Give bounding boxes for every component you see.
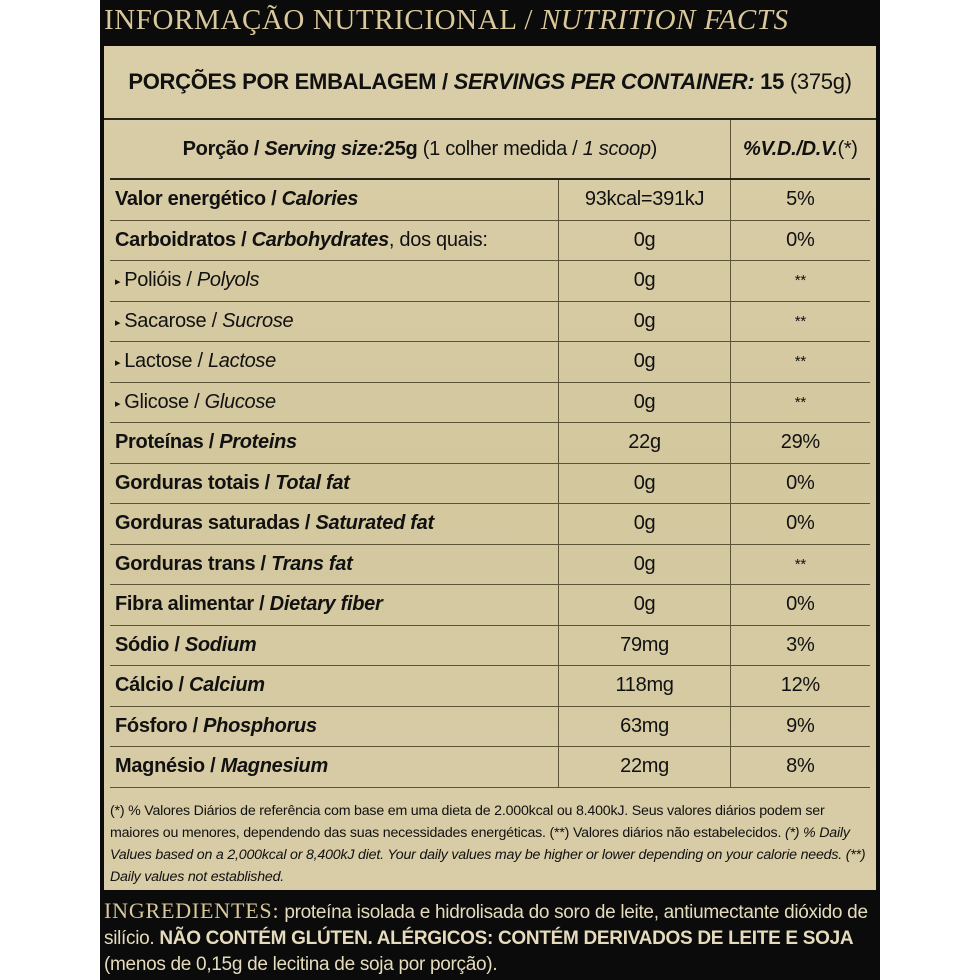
serving-desc-pt: (1 colher medida / xyxy=(422,137,578,160)
nutrient-daily-value: 0% xyxy=(730,463,870,504)
nutrient-name-en: Trans fat xyxy=(271,552,353,575)
nutrient-quantity: 0g xyxy=(559,342,730,383)
nutrient-name-pt: Gorduras trans xyxy=(115,552,256,575)
nutrient-name-pt: Fibra alimentar xyxy=(115,593,254,616)
nutrient-quantity: 0g xyxy=(559,382,730,423)
nutrient-quantity: 118mg xyxy=(559,666,730,707)
nutrient-quantity: 0g xyxy=(559,544,730,585)
nutrient-name-cell: Sódio / Sodium xyxy=(110,625,559,666)
nutrient-quantity: 63mg xyxy=(559,706,730,747)
nutrition-title xyxy=(104,2,880,38)
nutrient-daily-value: ** xyxy=(730,544,870,585)
dv-header: %V.D./D.V. xyxy=(742,137,838,160)
nutrient-name-en: Glucose xyxy=(204,390,276,413)
nutrient-name-cell: ▸ Glicose / Glucose xyxy=(110,382,559,423)
nutrient-daily-value: 12% xyxy=(730,666,870,707)
nutrient-rows xyxy=(110,179,870,787)
servings-per-container xyxy=(104,46,876,120)
sub-item-arrow-icon: ▸ xyxy=(115,357,121,370)
nutrient-name-en: Total fat xyxy=(275,471,350,494)
nutrient-name-en: Calcium xyxy=(189,674,265,697)
nutrient-quantity: 22g xyxy=(559,423,730,464)
serving-label-en: Serving size: xyxy=(264,137,384,160)
nutrient-quantity: 22mg xyxy=(559,747,730,788)
nutrient-name-en: Lactose xyxy=(207,350,276,373)
nutrient-daily-value: 5% xyxy=(730,179,870,220)
servings-count: 15 xyxy=(760,69,785,94)
table-row xyxy=(110,747,870,788)
nutrient-name-pt: Carboidratos xyxy=(115,228,236,251)
nutrient-daily-value: ** xyxy=(730,301,870,342)
allergen-note: (menos de 0,15g de lecitina de soja por porção). xyxy=(104,954,498,975)
table-row xyxy=(110,261,870,302)
table-row xyxy=(110,585,870,626)
nutrient-name-en: Dietary fiber xyxy=(269,593,383,616)
nutrient-quantity: 0g xyxy=(559,220,730,261)
table-row xyxy=(110,220,870,261)
table-row xyxy=(110,423,870,464)
nutrient-name-cell: Fósforo / Phosphorus xyxy=(110,706,559,747)
table-row xyxy=(110,666,870,707)
nutrient-name-cell: Gorduras totais / Total fat xyxy=(110,463,559,504)
nutrient-quantity: 0g xyxy=(559,261,730,302)
sub-item-arrow-icon: ▸ xyxy=(115,276,121,289)
serving-size-cell xyxy=(110,120,730,179)
nutrient-daily-value: 9% xyxy=(730,706,870,747)
nutrient-daily-value: 3% xyxy=(730,625,870,666)
nutrient-name-cell: ▸ Sacarose / Sucrose xyxy=(110,301,559,342)
servings-label-en: SERVINGS PER CONTAINER: xyxy=(453,69,755,94)
footnote-pt: (*) % Valores Diários de referência com base em uma dieta de 2.000kcal ou 8.400kJ. Seus valores diários podem ser maiores ou menores, dependendo das suas necessidades energéticas. (**) Valores diários não estabelecidos. xyxy=(110,802,825,841)
nutrient-name-pt: Magnésio xyxy=(115,755,205,778)
title-pt: INFORMAÇÃO NUTRICIONAL / xyxy=(104,4,533,36)
footnote-en: (*) % Daily Values based on a 2,000kcal or 8,400kJ diet. Your daily values may be higher or lower depending on your calorie needs. (**) Daily values not established. xyxy=(110,824,866,885)
nutrient-name-pt: Sacarose xyxy=(124,309,207,332)
table-row xyxy=(110,382,870,423)
nutrient-name-cell: Proteínas / Proteins xyxy=(110,423,559,464)
nutrient-name-pt: Gorduras saturadas xyxy=(115,512,300,535)
nutrition-label xyxy=(104,46,876,890)
dv-header-note: (*) xyxy=(837,137,858,160)
nutrient-name-en: Calories xyxy=(281,188,359,211)
nutrient-daily-value: 0% xyxy=(730,585,870,626)
table-row xyxy=(110,504,870,545)
nutrient-name-cell: Carboidratos / Carbohydrates, dos quais: xyxy=(110,220,559,261)
serving-label-pt: Porção / xyxy=(182,137,260,160)
table-row xyxy=(110,463,870,504)
nutrient-quantity: 0g xyxy=(559,585,730,626)
nutrient-daily-value: 8% xyxy=(730,747,870,788)
nutrient-name-pt: Valor energético xyxy=(115,188,266,211)
nutrient-daily-value: ** xyxy=(730,382,870,423)
nutrient-daily-value: 29% xyxy=(730,423,870,464)
nutrient-name-cell: Fibra alimentar / Dietary fiber xyxy=(110,585,559,626)
nutrient-name-pt: Fósforo xyxy=(115,714,188,737)
nutrient-daily-value: ** xyxy=(730,342,870,383)
nutrient-quantity: 79mg xyxy=(559,625,730,666)
table-row xyxy=(110,706,870,747)
ingredients-text: proteína isolada e hidrolisada do soro de leite, antiumectante dióxido de silício. xyxy=(104,902,868,949)
nutrient-suffix: , dos quais: xyxy=(388,228,488,251)
nutrient-name-cell: ▸ Lactose / Lactose xyxy=(110,342,559,383)
nutrient-name-pt: Glicose xyxy=(124,390,189,413)
table-header-row xyxy=(110,120,870,179)
nutrient-name-pt: Gorduras totais xyxy=(115,471,260,494)
serving-desc-en: 1 scoop xyxy=(582,137,651,160)
nutrient-name-en: Proteins xyxy=(219,431,297,454)
nutrient-quantity: 0g xyxy=(559,301,730,342)
footnote xyxy=(104,788,876,888)
nutrient-name-pt: Lactose xyxy=(124,350,193,373)
nutrient-name-en: Carbohydrates xyxy=(251,228,389,251)
serving-amount: 25g xyxy=(383,137,418,160)
dv-header-cell xyxy=(730,120,870,179)
nutrient-name-en: Phosphorus xyxy=(203,714,317,737)
nutrient-name-en: Sucrose xyxy=(222,309,294,332)
nutrient-name-cell: ▸ Polióis / Polyols xyxy=(110,261,559,302)
allergen-warning: NÃO CONTÉM GLÚTEN. ALÉRGICOS: CONTÉM DERIVADOS DE LEITE E SOJA xyxy=(159,928,854,949)
nutrient-name-en: Sodium xyxy=(184,633,257,656)
table-row xyxy=(110,544,870,585)
nutrient-name-pt: Proteínas xyxy=(115,431,204,454)
nutrient-daily-value: ** xyxy=(730,261,870,302)
nutrient-name-cell: Magnésio / Magnesium xyxy=(110,747,559,788)
nutrient-quantity: 0g xyxy=(559,504,730,545)
nutrient-name-pt: Cálcio xyxy=(115,674,174,697)
sub-item-arrow-icon: ▸ xyxy=(115,316,121,329)
nutrient-quantity: 93kcal=391kJ xyxy=(559,179,730,220)
table-row xyxy=(110,179,870,220)
servings-weight: (375g) xyxy=(789,69,852,94)
ingredients-block xyxy=(104,898,880,978)
nutrient-name-en: Saturated fat xyxy=(315,512,434,535)
serving-desc-close: ) xyxy=(650,137,658,160)
nutrient-quantity: 0g xyxy=(559,463,730,504)
nutrient-name-cell: Cálcio / Calcium xyxy=(110,666,559,707)
nutrient-name-en: Polyols xyxy=(196,269,260,292)
nutrient-name-cell: Gorduras trans / Trans fat xyxy=(110,544,559,585)
table-row xyxy=(110,342,870,383)
nutrient-name-pt: Sódio xyxy=(115,633,170,656)
nutrient-name-cell: Valor energético / Calories xyxy=(110,179,559,220)
ingredients-heading: INGREDIENTES: xyxy=(104,898,280,923)
nutrient-daily-value: 0% xyxy=(730,220,870,261)
title-en: NUTRITION FACTS xyxy=(540,4,789,36)
nutrient-name-en: Magnesium xyxy=(220,755,328,778)
table-row xyxy=(110,301,870,342)
nutrient-name-pt: Polióis xyxy=(124,269,182,292)
sub-item-arrow-icon: ▸ xyxy=(115,397,121,410)
nutrient-daily-value: 0% xyxy=(730,504,870,545)
table-row xyxy=(110,625,870,666)
nutrient-name-cell: Gorduras saturadas / Saturated fat xyxy=(110,504,559,545)
nutrition-table xyxy=(110,120,870,788)
servings-label-pt: PORÇÕES POR EMBALAGEM / xyxy=(128,69,448,94)
